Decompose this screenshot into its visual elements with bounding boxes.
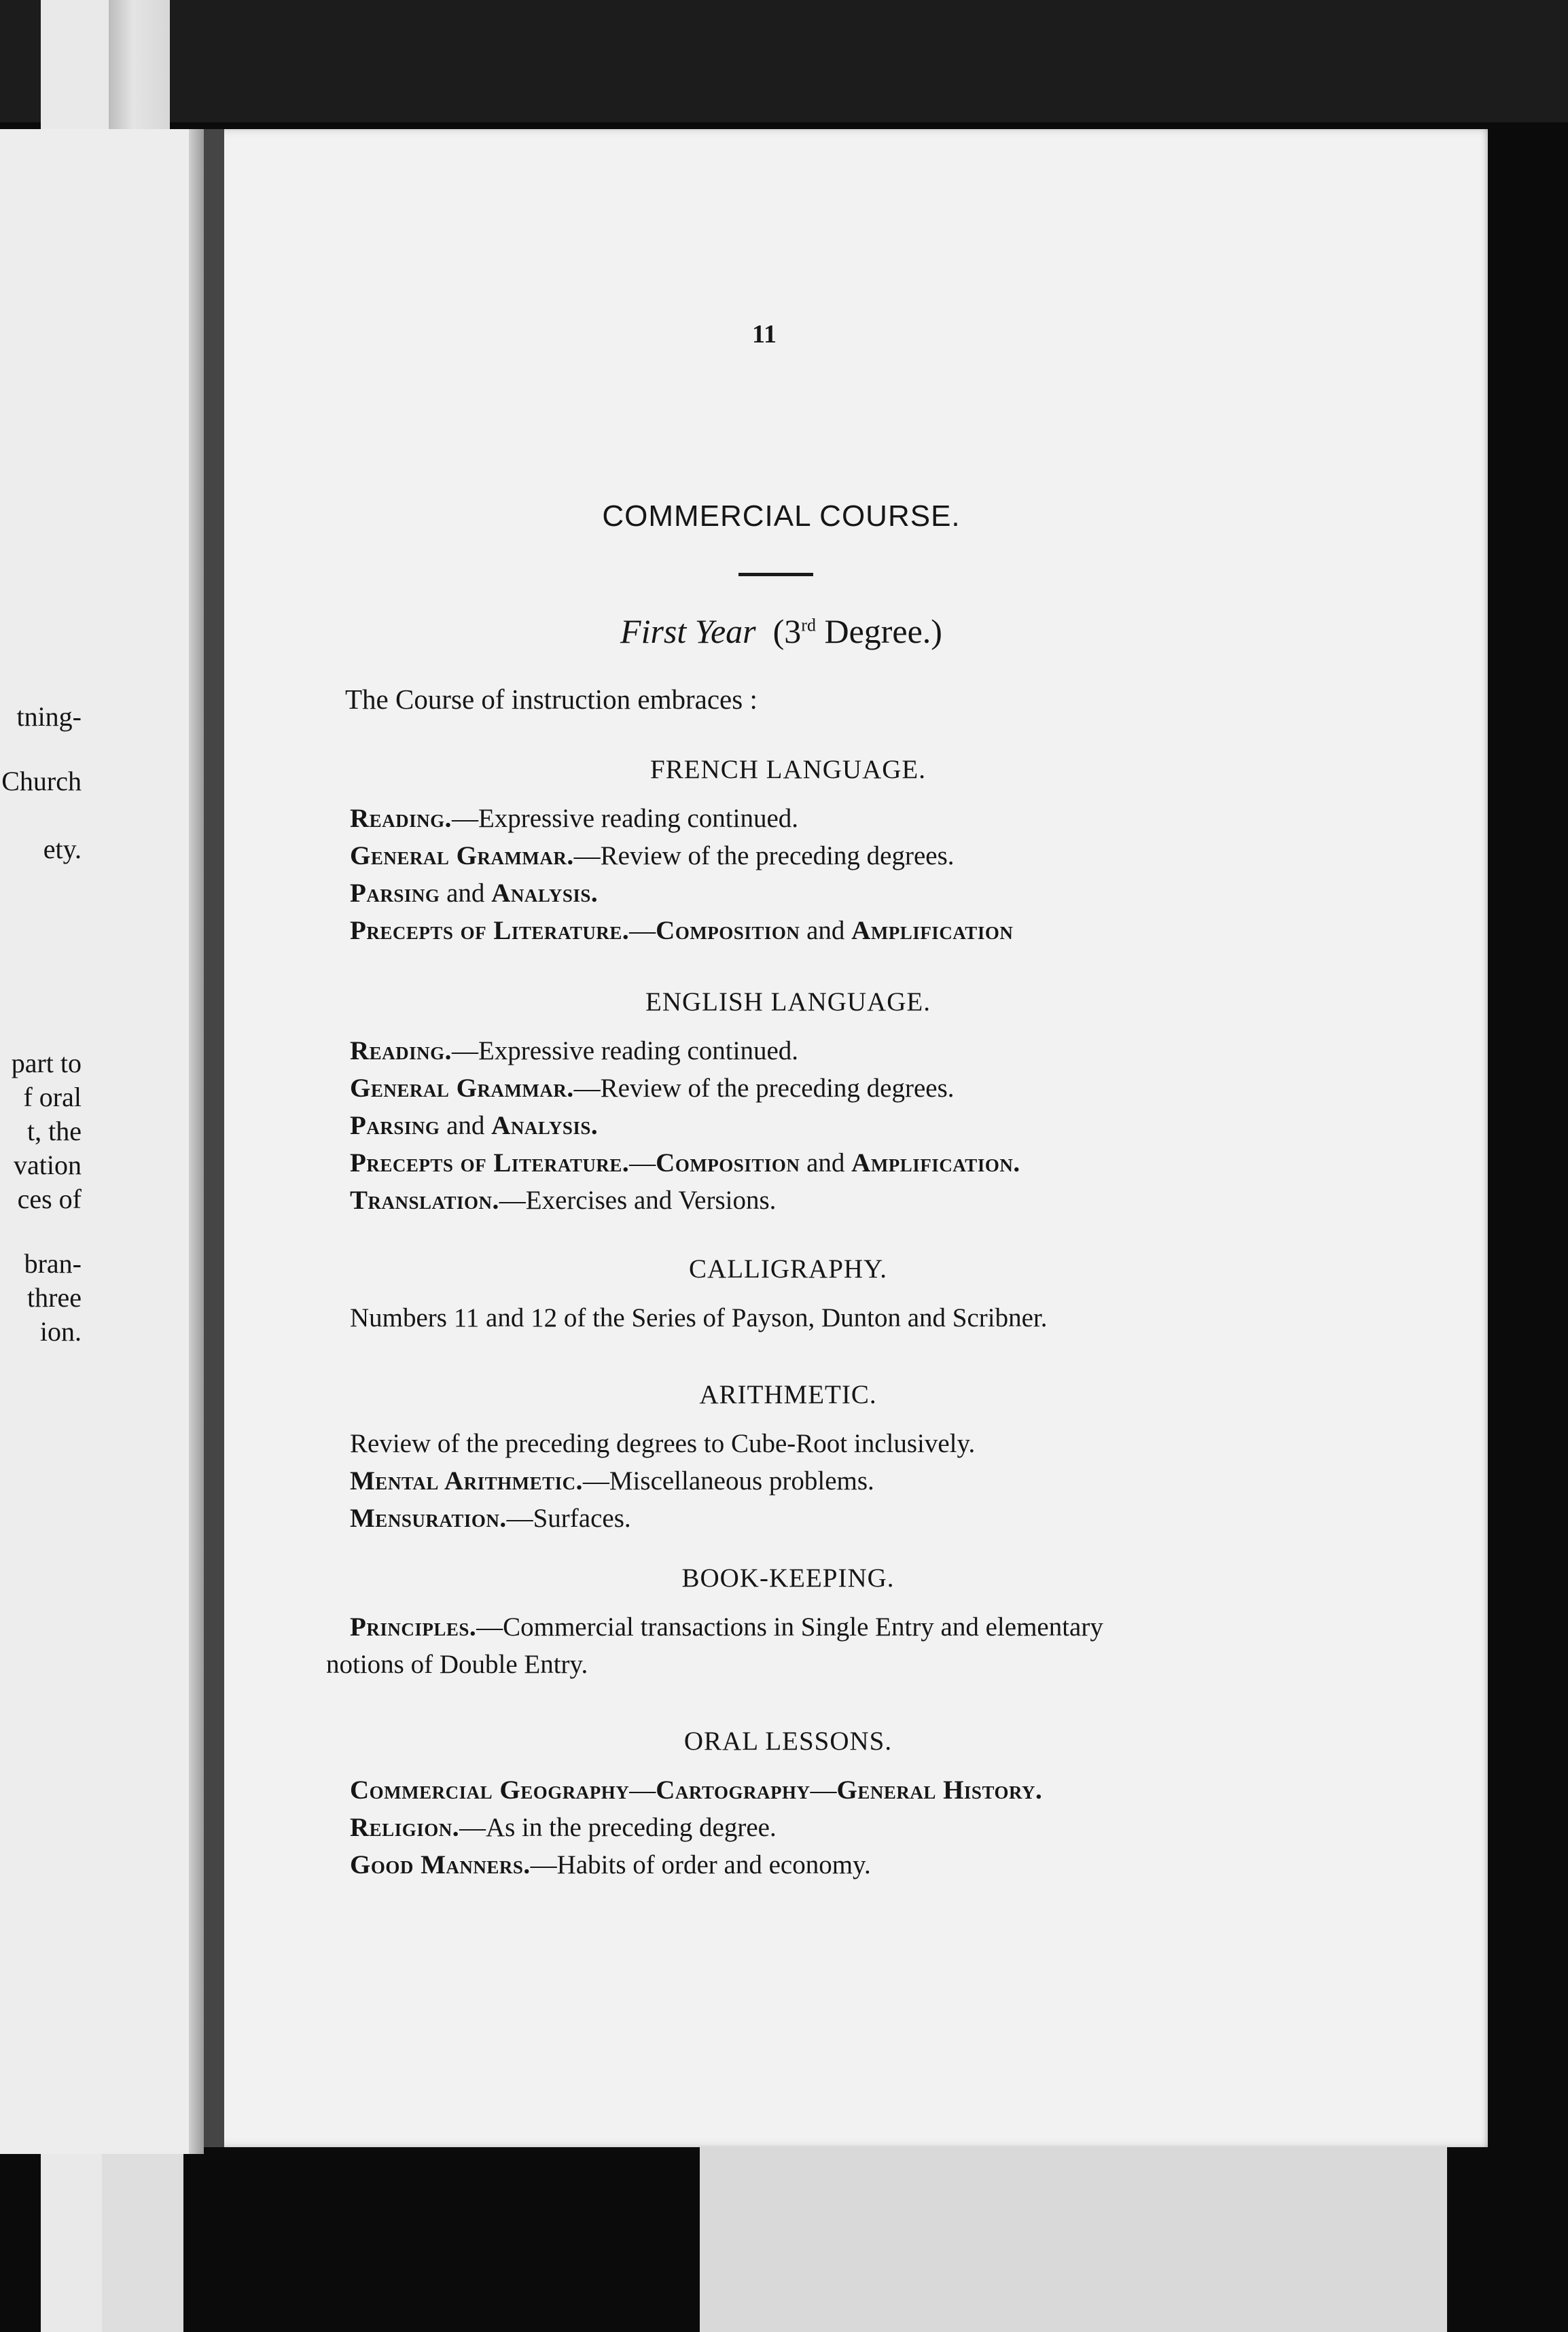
entry-text: and xyxy=(800,1148,852,1178)
facing-page-fragment: Church xyxy=(1,766,82,796)
section-title: ORAL LESSONS. xyxy=(683,1727,893,1756)
entry-head: General History. xyxy=(836,1776,1043,1805)
section-arithmetic xyxy=(326,1379,1250,1537)
entry-head: General Grammar. xyxy=(350,841,574,870)
section-calligraphy xyxy=(326,1254,1250,1337)
entry-head: General Grammar. xyxy=(350,1074,574,1103)
section-bookkeeping xyxy=(326,1563,1250,1683)
facing-page xyxy=(0,129,204,2154)
english-line-1 xyxy=(350,1032,1250,1070)
entry-text: — xyxy=(810,1776,837,1805)
facing-page-fragment: t, the xyxy=(27,1116,82,1146)
facing-page-fragment: tning- xyxy=(16,701,82,732)
section-title: FRENCH LANGUAGE. xyxy=(650,755,926,784)
entry-text: — xyxy=(629,1776,656,1805)
entry-head: Composition xyxy=(656,1148,800,1178)
entry-text: —Habits of order and economy. xyxy=(530,1850,871,1879)
title-rule xyxy=(738,573,813,576)
entry-head: Analysis. xyxy=(491,879,599,908)
facing-page-fragment: ion. xyxy=(39,1316,82,1347)
entry-head: Good Manners. xyxy=(350,1850,531,1879)
bookkeeping-line-1 xyxy=(350,1608,1250,1646)
entry-text: —Expressive reading continued. xyxy=(451,804,799,833)
entry-text: — xyxy=(629,1148,656,1178)
french-line-2 xyxy=(350,837,1250,874)
facing-page-edge xyxy=(189,129,204,2154)
facing-page-fragment: bran- xyxy=(24,1248,82,1279)
facing-page-fragment: vation xyxy=(14,1150,82,1180)
calligraphy-line: Numbers 11 and 12 of the Series of Payson, Dunton and Scribner. xyxy=(350,1303,1048,1332)
entry-text: and xyxy=(440,1111,492,1140)
entry-head: Cartography xyxy=(656,1776,810,1805)
entry-text: —Expressive reading continued. xyxy=(451,1036,799,1065)
entry-head: Principles. xyxy=(350,1612,477,1642)
french-line-3 xyxy=(350,874,1250,912)
entry-head: Amplification xyxy=(851,916,1014,945)
section-english xyxy=(326,987,1250,1219)
facing-page-fragment: ety. xyxy=(43,834,82,864)
entry-text: —Miscellaneous problems. xyxy=(582,1466,874,1496)
arithmetic-line-2 xyxy=(350,1462,1250,1500)
entry-text: —Review of the preceding degrees. xyxy=(573,841,955,870)
page-gutter xyxy=(204,129,224,2147)
entry-head: Parsing xyxy=(350,879,440,908)
arithmetic-line-1: Review of the preceding degrees to Cube-Root inclusively. xyxy=(350,1429,976,1458)
facing-page-fragment: part to xyxy=(11,1048,82,1078)
entry-head: Mensuration. xyxy=(350,1504,507,1533)
degree-open: (3 xyxy=(772,612,802,650)
entry-head: Parsing xyxy=(350,1111,440,1140)
entry-head: Precepts of Literature. xyxy=(350,1148,630,1178)
binding-tab xyxy=(102,2147,183,2332)
english-line-5 xyxy=(350,1182,1250,1219)
facing-page-fragment: ces of xyxy=(17,1184,82,1214)
entry-head: Analysis. xyxy=(491,1111,599,1140)
oral-line-1 xyxy=(350,1771,1250,1809)
entry-text: —Commercial transactions in Single Entry and elementary xyxy=(476,1612,1103,1642)
section-title: BOOK-KEEPING. xyxy=(681,1564,895,1593)
entry-head: Reading. xyxy=(350,804,452,833)
entry-text: —As in the preceding degree. xyxy=(459,1813,777,1842)
entry-text: —Review of the preceding degrees. xyxy=(573,1074,955,1103)
oral-line-2 xyxy=(350,1809,1250,1846)
english-line-4 xyxy=(350,1144,1250,1182)
bookkeeping-line-2: notions of Double Entry. xyxy=(326,1650,588,1679)
year-label: First Year xyxy=(620,612,756,650)
french-line-1 xyxy=(350,800,1250,837)
english-line-3 xyxy=(350,1107,1250,1144)
entry-head: Religion. xyxy=(350,1813,459,1842)
section-french xyxy=(326,754,1250,949)
french-line-4 xyxy=(350,912,1250,949)
section-title: ARITHMETIC. xyxy=(699,1380,877,1409)
year-heading xyxy=(476,612,1087,651)
facing-page-fragment: f oral xyxy=(23,1082,82,1112)
degree-rest: Degree.) xyxy=(815,612,942,650)
entry-head: Amplification. xyxy=(851,1148,1020,1178)
page-stack-edge xyxy=(700,2134,1447,2332)
english-line-2 xyxy=(350,1070,1250,1107)
section-oral-lessons xyxy=(326,1726,1250,1884)
entry-head: Reading. xyxy=(350,1036,452,1065)
entry-head: Composition xyxy=(656,916,800,945)
section-title: ENGLISH LANGUAGE. xyxy=(645,987,931,1017)
intro-text: The Course of instruction embraces : xyxy=(345,684,758,715)
entry-text: —Surfaces. xyxy=(506,1504,631,1533)
entry-head: Precepts of Literature. xyxy=(350,916,630,945)
entry-head: Translation. xyxy=(350,1186,499,1215)
entry-text: —Exercises and Versions. xyxy=(499,1186,777,1215)
degree-superscript: rd xyxy=(801,615,816,635)
entry-head: Mental Arithmetic. xyxy=(350,1466,583,1496)
page-title: COMMERCIAL COURSE. xyxy=(602,499,961,533)
section-title: CALLIGRAPHY. xyxy=(689,1254,887,1284)
scan-background xyxy=(0,0,1568,122)
oral-line-3 xyxy=(350,1846,1250,1884)
entry-text: and xyxy=(440,879,492,908)
facing-page-fragment: three xyxy=(27,1282,82,1313)
entry-text: — xyxy=(629,916,656,945)
entry-head: Commercial Geography xyxy=(350,1776,630,1805)
arithmetic-line-3 xyxy=(350,1500,1250,1537)
entry-text: and xyxy=(800,916,852,945)
page-number: 11 xyxy=(752,320,777,349)
